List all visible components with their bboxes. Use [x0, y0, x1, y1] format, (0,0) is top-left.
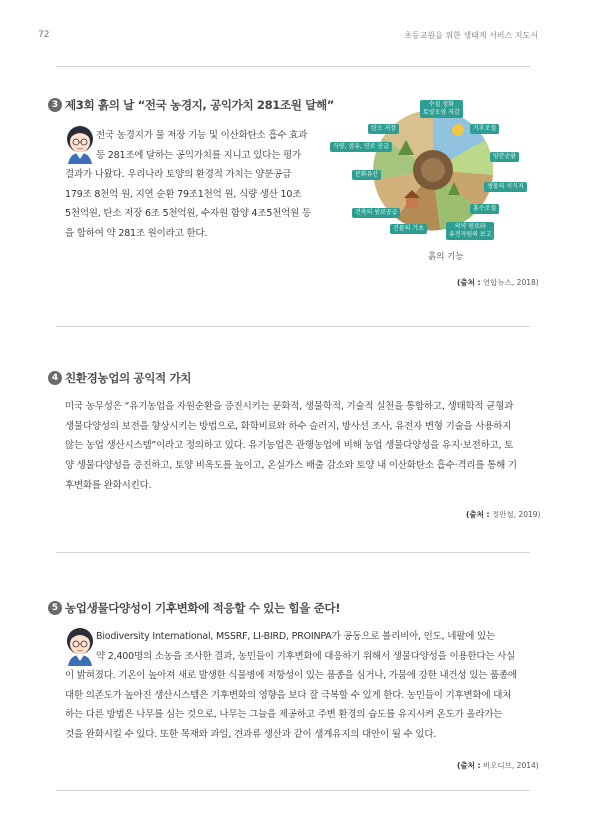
section-3-heading — [48, 97, 334, 113]
page-number: 72 — [38, 30, 50, 40]
source-citation — [457, 760, 539, 771]
source-citation — [457, 277, 539, 288]
soil-functions-diagram — [328, 100, 538, 265]
text-line: 생물다양성의 보전을 향상시키는 방법으로, 화학비료와 하수 슬러지, 방사선 조사, 유전자 변형 기술을 사용하지 — [65, 420, 512, 432]
label-carbon-storage: 탄소 저장 — [368, 124, 399, 134]
source-citation — [466, 509, 540, 520]
label-cultural-heritage: 문화유산 — [352, 170, 381, 180]
divider — [56, 552, 530, 553]
section-5-heading — [48, 600, 340, 616]
teacher-avatar-icon — [62, 626, 98, 666]
source-label: (출처 : — [457, 761, 481, 770]
label-nutrient-cycling: 양분순환 — [490, 152, 519, 162]
text-line: 을 합하여 약 281조 원이라고 한다. — [65, 228, 208, 240]
text-line: 것을 완화시킬 수 있다. 또한 목재와 과일, 견과류 생산과 같이 생계유지의 대안이 될 수 있다. — [65, 729, 437, 741]
text-line: 179조 8천억 원, 지연 순환 79조1천억 원, 식량 생산 10조 — [65, 188, 302, 200]
text-line: 결과가 나왔다. 우리나라 토양의 환경적 가치는 양분공급 — [65, 169, 292, 180]
page-header — [38, 30, 538, 44]
divider — [56, 326, 530, 327]
section-number-badge: 4 — [48, 371, 62, 385]
source-label: (출처 : — [457, 278, 481, 287]
label-food-supply: 식량, 섬유, 연료 공급 — [330, 142, 392, 152]
label-flood-control: 홍수조절 — [470, 204, 499, 214]
label-habitat: 생물의 서식지 — [484, 182, 527, 192]
text-line: 5천억원, 탄소 저장 6조 5천억원, 수자원 함양 4조5천억원 등 — [65, 208, 311, 220]
teacher-avatar-icon — [62, 124, 98, 164]
text-line: 하는 다른 방법은 나무를 심는 것으로, 나무는 그늘을 제공하고 주변 환경의 습도를 유지시켜 온도가 올라가는 — [65, 709, 503, 721]
text-line: 약 2,400명의 소농을 조사한 결과, 농민들이 기후변화에 대응하기 위해서 생물다양성을 이용한다는 사실 — [96, 650, 516, 662]
label-genetic-resources: 의약 원료와 유전자원의 보고 — [446, 222, 494, 240]
document-title: 초등교원을 위한 생태계 서비스 지도서 — [404, 31, 538, 40]
section-3-paragraph-cont — [65, 165, 311, 244]
text-line: Biodiversity International, MSSRF, LI-BIRD, PROINPA가 공동으로 볼리비아, 인도, 네팔에 있는 — [96, 631, 495, 642]
source-label: (출처 : — [466, 510, 490, 519]
section-number-badge: 3 — [48, 98, 62, 112]
text-line: 미국 농무성은 “유기농업을 자원순환을 증진시키는 문화적, 생물학적, 기술적 실천을 통합하고, 생태학적 균형과 — [65, 401, 514, 412]
text-line: 전국 농경지가 물 저장 기능 및 이산화탄소 흡수 효과 — [96, 130, 308, 141]
source-text: 정만철, 2019) — [491, 510, 541, 519]
label-construction-material: 건축의 원료공급 — [352, 208, 400, 218]
section-title: 친환경농업의 공익적 가치 — [65, 371, 192, 385]
label-water-purification: 수질 정화 토양오염 저감 — [420, 100, 463, 118]
label-building-foundation: 건물의 기초 — [390, 224, 427, 234]
section-title: 제3회 흙의 날 “전국 농경지, 공익가치 281조원 달해” — [65, 98, 334, 112]
section-4-paragraph — [65, 397, 517, 496]
text-line: 않는 농업 생산시스템”이라고 정의하고 있다. 유기농업은 관행농업에 비해 농업 생물다양성을 유지·보전하고, 토 — [65, 440, 514, 452]
section-number-badge: 5 — [48, 601, 62, 615]
section-title: 농업생물다양성이 기후변화에 적응할 수 있는 힘을 준다! — [65, 601, 341, 615]
text-line: 후변화를 완화시킨다. — [65, 479, 152, 491]
text-line: 대한 의존도가 높아진 생산시스템은 기후변화의 영향을 보다 잘 극복할 수 있게 한다. 농민들이 기후변화에 대처 — [65, 689, 512, 701]
divider — [56, 790, 530, 791]
divider — [56, 66, 530, 67]
text-line: 이 밝혀졌다. 기온이 높아져 새로 발생한 식물병에 저항성이 있는 품종을 심거나, 가뭄에 강한 내건성 있는 품종에 — [65, 670, 517, 681]
label-climate-regulation: 기후조절 — [470, 124, 499, 134]
section-5-paragraph-cont — [65, 666, 517, 745]
diagram-caption: 흙의 기능 — [428, 252, 464, 262]
section-3-paragraph — [96, 126, 307, 165]
text-line: 등 281조에 달하는 공익가치를 지니고 있다는 평가 — [96, 149, 302, 161]
text-line: 양 생물다양성을 증진하고, 토양 비옥도를 높이고, 온실가스 배출 감소와 토양 내 이산화탄소 흡수·격리를 통해 기 — [65, 460, 517, 472]
source-text: 연합뉴스, 2018) — [482, 278, 539, 287]
source-text: 비오디브, 2014) — [482, 761, 539, 770]
section-5-paragraph — [96, 627, 515, 666]
section-4-heading — [48, 370, 191, 386]
